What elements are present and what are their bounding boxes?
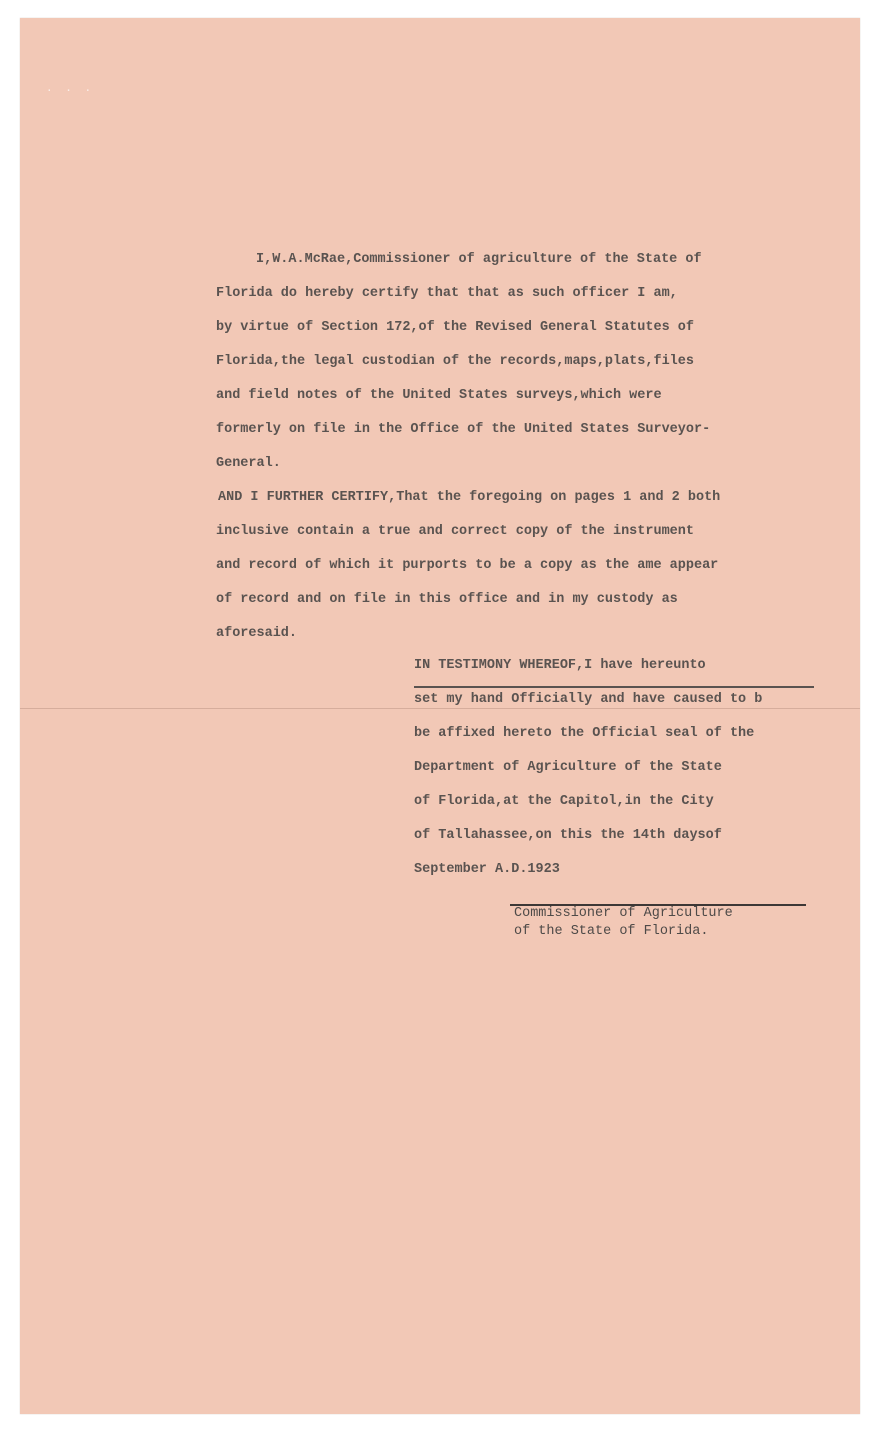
para1-line-1: I,W.A.McRae,Commissioner of agriculture of the State of <box>256 252 702 267</box>
para1-line-5: and field notes of the United States surveys,which were <box>216 388 662 403</box>
para2-line-1: AND I FURTHER CERTIFY,That the foregoing on pages 1 and 2 both <box>218 490 721 505</box>
testimony-line-1: IN TESTIMONY WHEREOF,I have hereunto <box>414 658 706 673</box>
testimony-line-4: Department of Agriculture of the State <box>414 760 722 775</box>
testimony-line-5: of Florida,at the Capitol,in the City <box>414 794 714 809</box>
testimony-underline <box>414 686 814 688</box>
para2-line-4: of record and on file in this office and in my custody as <box>216 592 678 607</box>
signature-title-line-2: of the State of Florida. <box>514 924 709 939</box>
para1-line-7: General. <box>216 456 281 471</box>
testimony-line-2: set my hand Officially and have caused to b <box>414 692 763 707</box>
signature-title-line-1: Commissioner of Agriculture <box>514 906 733 921</box>
para2-line-2: inclusive contain a true and correct copy of the instrument <box>216 524 694 539</box>
para1-line-3: by virtue of Section 172,of the Revised General Statutes of <box>216 320 694 335</box>
testimony-line-6: of Tallahassee,on this the 14th daysof <box>414 828 722 843</box>
document-page <box>20 18 860 1414</box>
paper-mark: · · · <box>46 84 95 97</box>
paper-fold-crease <box>20 708 860 709</box>
para1-line-2: Florida do hereby certify that that as such officer I am, <box>216 286 678 301</box>
para1-line-6: formerly on file in the Office of the United States Surveyor- <box>216 422 711 437</box>
para1-line-4: Florida,the legal custodian of the records,maps,plats,files <box>216 354 694 369</box>
para2-line-5: aforesaid. <box>216 626 298 641</box>
para2-line-3: and record of which it purports to be a copy as the ame appear <box>216 558 719 573</box>
testimony-line-3: be affixed hereto the Official seal of the <box>414 726 755 741</box>
testimony-line-7: September A.D.1923 <box>414 862 560 877</box>
